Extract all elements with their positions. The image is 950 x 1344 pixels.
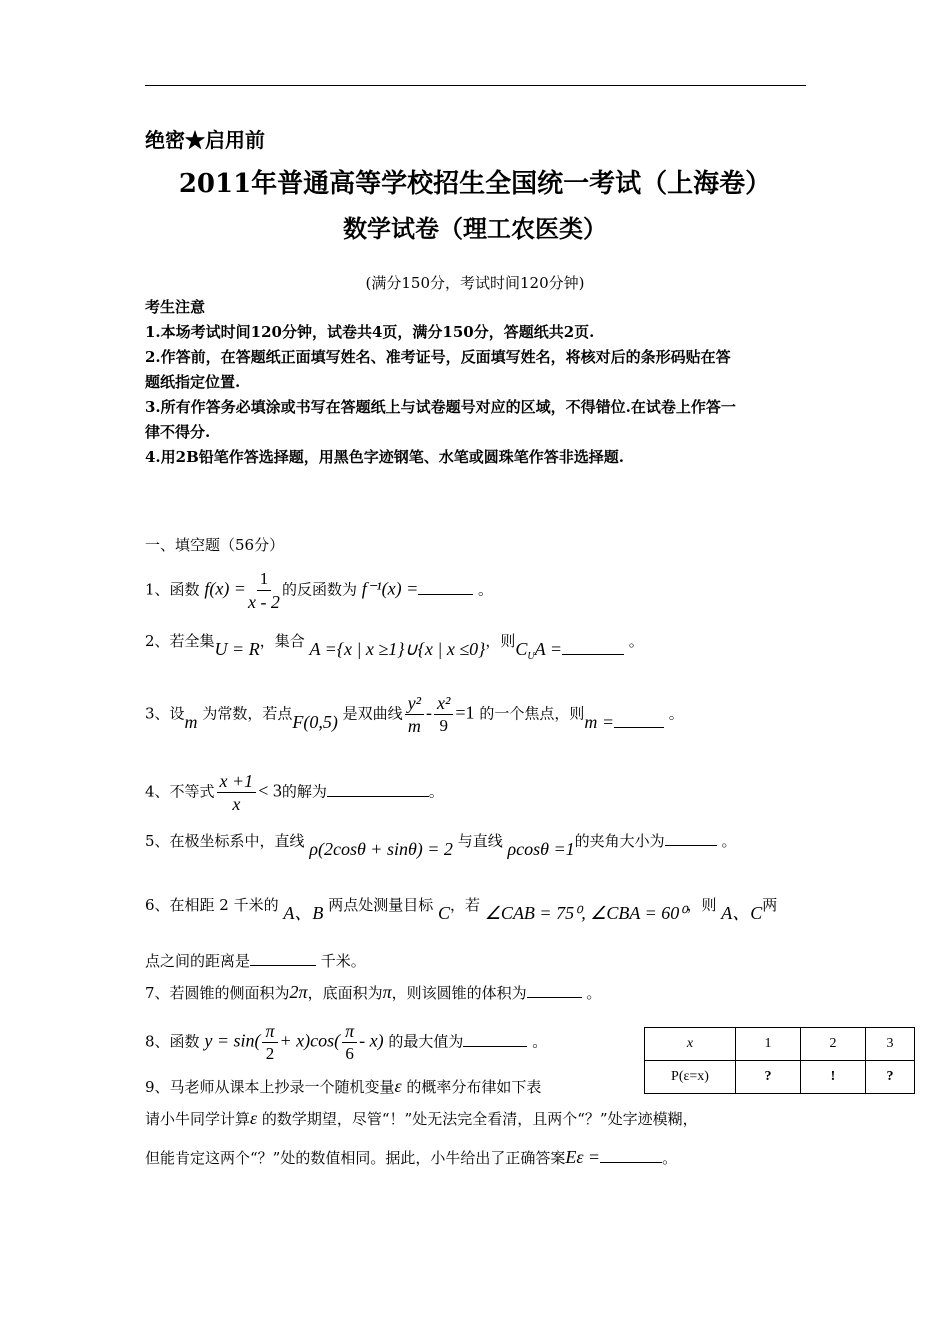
q2-math: U = R xyxy=(214,639,260,659)
denominator: x xyxy=(232,794,241,814)
table-cell: ! xyxy=(801,1061,866,1094)
q2-sub: U xyxy=(527,651,535,662)
table-cell: 1 xyxy=(736,1028,801,1061)
q8-end: 。 xyxy=(527,1032,548,1051)
q3-math: F(0,5) xyxy=(292,711,338,732)
notice-line: 4.用2B铅笔作答选择题，用黑色字迹钢笔、水笔或圆珠笔作答非选择题. xyxy=(145,448,624,466)
q6-text: 两 xyxy=(762,896,778,914)
answer-blank[interactable] xyxy=(614,713,664,728)
q6-text: 两点处测量目标 xyxy=(328,896,434,914)
notice-line: 题纸指定位置. xyxy=(145,373,241,391)
q3-text: 3、设 xyxy=(145,704,185,723)
q3-text: 是双曲线 xyxy=(342,704,403,723)
answer-blank[interactable] xyxy=(250,951,316,966)
q7-text: ，则该圆锥的体积为 xyxy=(391,984,527,1002)
q3-text: 为常数，若点 xyxy=(202,704,293,723)
denominator: m xyxy=(407,716,421,736)
q4-text: 的解为 xyxy=(281,782,327,801)
notice-line: 律不得分. xyxy=(145,423,211,441)
q3-end: 。 xyxy=(668,704,684,723)
section-title: 一、填空题（56分） xyxy=(145,536,285,554)
answer-blank[interactable] xyxy=(463,1032,527,1047)
q9-text: 的数学期望，尽管“！”处无法完全看清，且两个“？”处字迹模糊， xyxy=(261,1110,698,1128)
question-4 xyxy=(145,770,444,815)
q3-text: 的一个焦点，则 xyxy=(479,704,585,723)
q8-math: + x)cos( xyxy=(279,1030,341,1051)
q3-math: m = xyxy=(584,711,615,732)
q9-text: 但能肯定这两个“？”处的数值相同。据此，小牛给出了正确答案 xyxy=(145,1149,566,1167)
q5-text: 与直线 xyxy=(457,832,503,850)
answer-blank[interactable] xyxy=(600,1148,662,1163)
q1-fraction xyxy=(248,568,280,613)
q6-math: A、C xyxy=(721,903,763,923)
q9-text: 请小牛同学计算 xyxy=(145,1110,251,1128)
q6-math: ∠CAB = 75⁰, ∠CBA = 60⁰ xyxy=(484,903,687,923)
table-cell: 2 xyxy=(801,1028,866,1061)
q9-math: Eε = xyxy=(565,1147,601,1167)
answer-blank[interactable] xyxy=(665,831,717,846)
q6-text: 点之间的距离是 xyxy=(145,952,251,970)
numerator: π xyxy=(262,1020,277,1043)
question-5 xyxy=(145,830,737,859)
question-9 xyxy=(145,1076,541,1097)
table-header-row xyxy=(645,1028,915,1061)
header-rule xyxy=(145,85,806,86)
notice-line: 1.本场考试时间120分钟，试卷共4页，满分150分，答题纸共2页. xyxy=(145,323,595,341)
q1-text: 1、函数 xyxy=(145,580,200,599)
question-6-cont xyxy=(145,950,366,971)
q2-math: C xyxy=(515,639,528,659)
q2-math: A ={x | x ≥1}∪{x | x ≤0} xyxy=(309,639,486,659)
q7-math: 2π xyxy=(289,982,308,1002)
q5-math: ρ(2cosθ + sinθ) = 2 xyxy=(309,839,453,859)
question-6 xyxy=(145,890,778,923)
question-3 xyxy=(145,692,684,737)
exam-subtitle: 数学试卷（理工农医类） xyxy=(343,214,607,243)
q6-end: 千米。 xyxy=(316,952,366,970)
denominator: 2 xyxy=(265,1044,275,1063)
numerator: x² xyxy=(434,692,453,715)
table-cell: ? xyxy=(736,1061,801,1094)
question-7 xyxy=(145,982,601,1003)
q8-text: 8、函数 xyxy=(145,1032,200,1051)
answer-blank[interactable] xyxy=(562,640,624,655)
secret-label: 绝密★启用前 xyxy=(145,128,265,152)
q6-text: 6、在相距 2 千米的 xyxy=(145,896,279,914)
q7-text: 7、若圆锥的侧面积为 xyxy=(145,984,290,1002)
q6-math: C xyxy=(437,903,450,923)
q7-text: ，底面积为 xyxy=(307,984,383,1002)
q8-text: 的最大值为 xyxy=(388,1032,464,1051)
q8-math: - x) xyxy=(359,1030,384,1051)
question-9-line3 xyxy=(145,1147,677,1168)
q8-math: y = sin( xyxy=(204,1030,261,1051)
q4-fraction xyxy=(217,770,257,815)
numerator: x +1 xyxy=(217,770,257,793)
q2-text: ，集合 xyxy=(259,632,305,650)
table-cell: ? xyxy=(866,1061,915,1094)
q1-math: f⁻¹(x) = xyxy=(361,578,419,599)
q1-end: 。 xyxy=(478,580,494,599)
numerator: π xyxy=(342,1020,357,1043)
q8-fraction xyxy=(342,1020,357,1065)
q2-text: 2、若全集 xyxy=(145,632,215,650)
numerator: 1 xyxy=(257,568,272,591)
q5-text: 的夹角大小为 xyxy=(574,832,665,850)
q7-end: 。 xyxy=(581,984,602,1002)
q6-text: ，若 xyxy=(450,896,481,914)
q9-math: ε xyxy=(250,1108,258,1128)
q4-text: 4、不等式 xyxy=(145,782,215,801)
denominator: 9 xyxy=(439,716,448,735)
q1-math: f(x) = xyxy=(204,578,246,599)
q2-end: 。 xyxy=(628,632,644,650)
q6-text: ，则 xyxy=(686,896,717,914)
q3-math: =1 xyxy=(455,702,475,723)
denominator: x - 2 xyxy=(247,592,280,612)
question-2 xyxy=(145,630,644,662)
question-1 xyxy=(145,568,493,613)
table-cell: 3 xyxy=(866,1028,915,1061)
q9-text: 的概率分布律如下表 xyxy=(406,1078,542,1096)
answer-blank[interactable] xyxy=(327,782,429,797)
answer-blank[interactable] xyxy=(527,983,582,998)
q4-math: < 3 xyxy=(258,780,282,801)
table-cell: x xyxy=(645,1028,736,1061)
question-8 xyxy=(145,1020,547,1065)
q2-text: ，则 xyxy=(485,632,516,650)
numerator: y² xyxy=(405,692,424,715)
q5-math: ρcosθ =1 xyxy=(507,839,575,859)
notice-line: 2.作答前，在答题纸正面填写姓名、准考证号，反面填写姓名，将核对后的条形码贴在答 xyxy=(145,348,731,366)
q3-math: - xyxy=(426,702,433,723)
q5-end: 。 xyxy=(721,832,737,850)
exam-title: 2011年普通高等学校招生全国统一考试（上海卷） xyxy=(178,169,772,199)
q7-math: π xyxy=(382,982,392,1002)
question-9-line2 xyxy=(145,1108,698,1129)
q2-math: A = xyxy=(534,639,562,659)
q9-math: ε xyxy=(394,1076,402,1096)
q4-end: 。 xyxy=(428,782,444,801)
notice-line: 3.所有作答务必填涂或书写在答题纸上与试卷题号对应的区域，不得错位.在试卷上作答一 xyxy=(145,398,736,416)
table-cell: P(ε=x) xyxy=(645,1061,736,1094)
table-row xyxy=(645,1061,915,1094)
notice-heading: 考生注意 xyxy=(145,298,206,316)
q3-fraction xyxy=(434,692,453,737)
q6-math: A、B xyxy=(283,903,324,923)
q5-text: 5、在极坐标系中，直线 xyxy=(145,832,305,850)
denominator: 6 xyxy=(345,1044,354,1063)
probability-table xyxy=(644,1027,915,1094)
q1-text: 的反函数为 xyxy=(281,580,357,599)
q3-fraction xyxy=(405,692,424,737)
answer-blank[interactable] xyxy=(418,580,473,595)
q9-end: 。 xyxy=(662,1149,678,1167)
score-time: (满分150分，考试时间120分钟) xyxy=(365,274,585,292)
q8-fraction xyxy=(262,1020,277,1065)
q3-math: m xyxy=(184,711,198,732)
q9-text: 9、马老师从课本上抄录一个随机变量 xyxy=(145,1078,395,1096)
